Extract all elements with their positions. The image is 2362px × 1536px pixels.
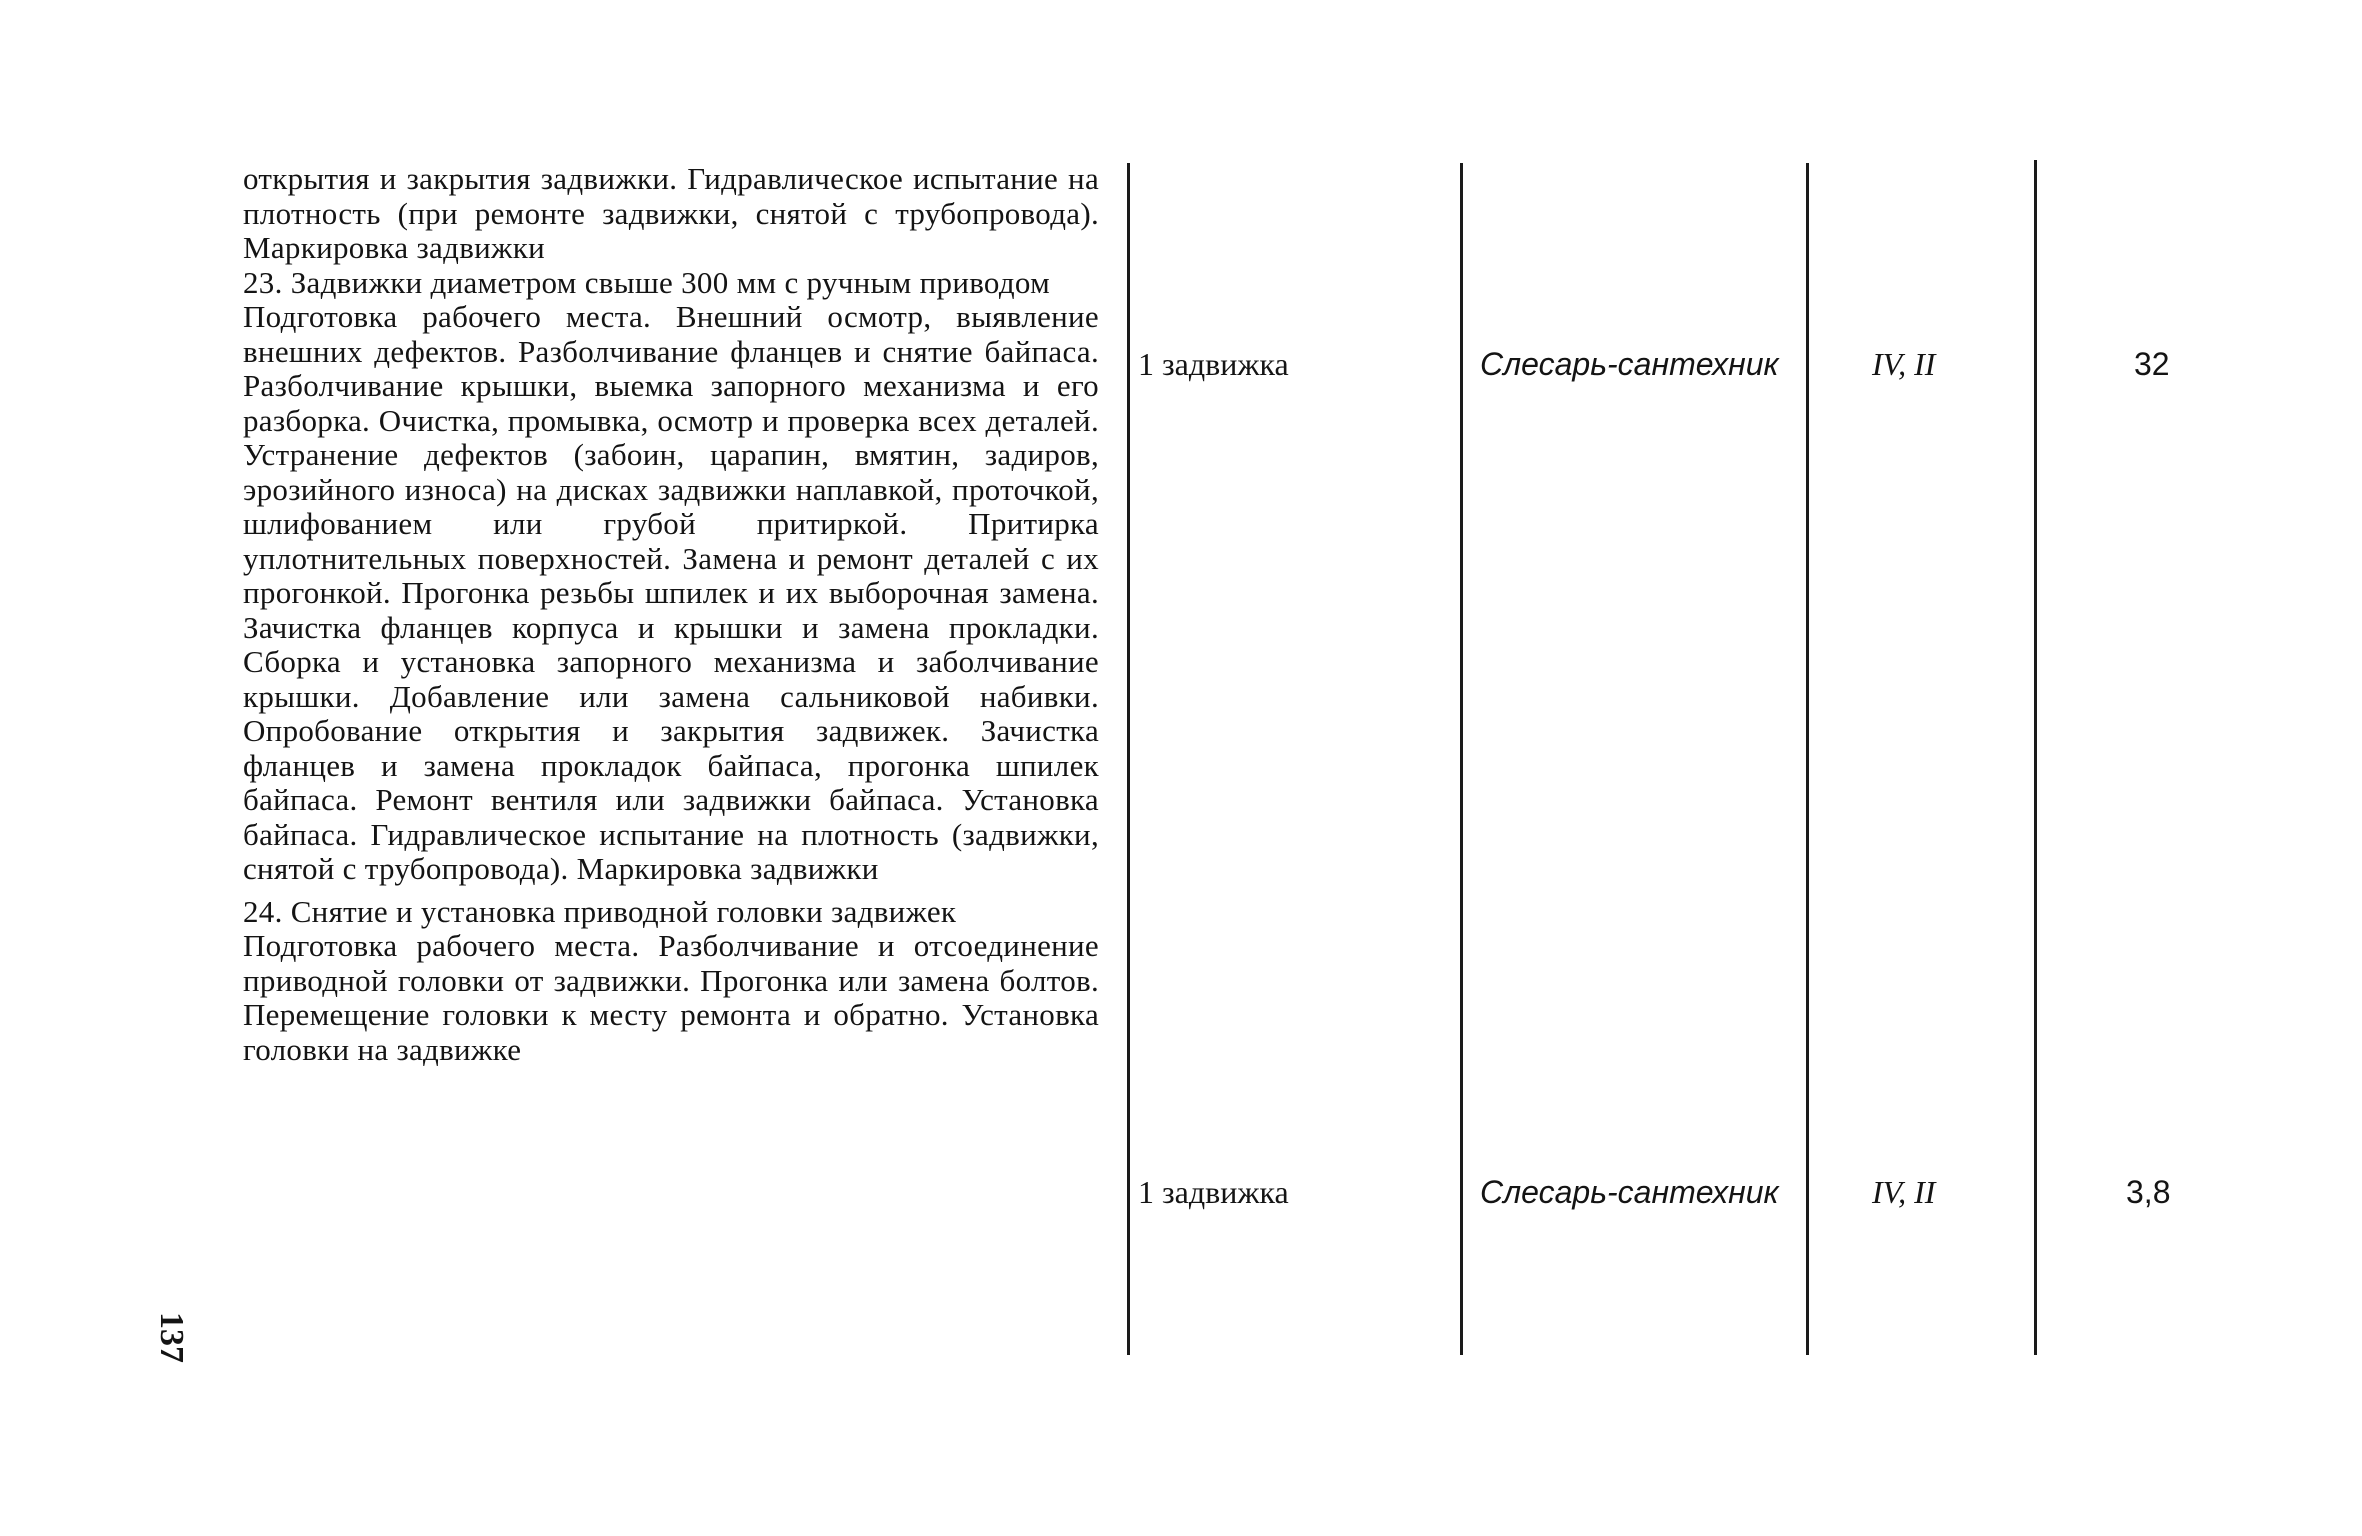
work-description-column bbox=[243, 162, 1099, 1067]
grade-cell-24: IV, II bbox=[1872, 1174, 1936, 1210]
norm-cell-23: 32 bbox=[2134, 346, 2170, 382]
grade-cell-23: IV, II bbox=[1872, 346, 1936, 382]
column-divider bbox=[1806, 163, 1809, 1355]
profession-cell-23: Слесарь-сантехник bbox=[1480, 346, 1779, 382]
item-description-23: Подготовка рабочего места. Внешний осмотр, выявление внешних дефектов. Разболчивание фланцев и снятие байпаса. Разболчивание крышки, выемка запорного механизма и его разборка. Очистка, промывка, осмотр и проверка всех деталей. Устранение дефектов (забоин, царапин, вмятин, задиров, эрозийного износа) на дисках задвижки наплавкой, проточкой, шлифованием или грубой притиркой. Притирка уплотнительных поверхностей. Замена и ремонт деталей с их прогонкой. Прогонка резьбы шпилек и их выборочная замена. Зачистка фланцев корпуса и крышки и замена прокладки. Сборка и установка запорного механизма и заболчивание крышки. Добавление или замена сальниковой набивки. Опробование открытия и закрытия задвижек. Зачистка фланцев и замена прокладок байпаса, прогонка шпилек байпаса. Ремонт вентиля или задвижки байпаса. Установка байпаса. Гидравлическое испытание на плотность (задвижки, снятой с трубопровода). Маркировка задвижки bbox=[243, 299, 1099, 886]
continuation-text: открытия и закрытия задвижки. Гидравлическое испытание на плотность (при ремонте задвижки, снятой с трубопровода). Маркировка задвижки bbox=[243, 161, 1099, 265]
item-heading-24: 24. Снятие и установка приводной головки задвижек bbox=[243, 893, 957, 929]
unit-cell-24: 1 задвижка bbox=[1138, 1174, 1289, 1210]
norm-cell-24: 3,8 bbox=[2126, 1174, 2171, 1210]
column-divider bbox=[2034, 160, 2037, 1355]
unit-cell-23: 1 задвижка bbox=[1138, 346, 1289, 382]
page-number: 137 bbox=[153, 1312, 190, 1363]
column-divider bbox=[1460, 163, 1463, 1355]
item-heading-23: 23. Задвижки диаметром свыше 300 мм с ручным приводом bbox=[243, 264, 1051, 300]
item-description-24: Подготовка рабочего места. Разболчивание и отсоединение приводной головки от задвижки. Прогонка или замена болтов. Перемещение головки к месту ремонта и обратно. Установка головки на задвижке bbox=[243, 928, 1099, 1067]
profession-cell-24: Слесарь-сантехник bbox=[1480, 1174, 1779, 1210]
column-divider bbox=[1127, 163, 1130, 1355]
